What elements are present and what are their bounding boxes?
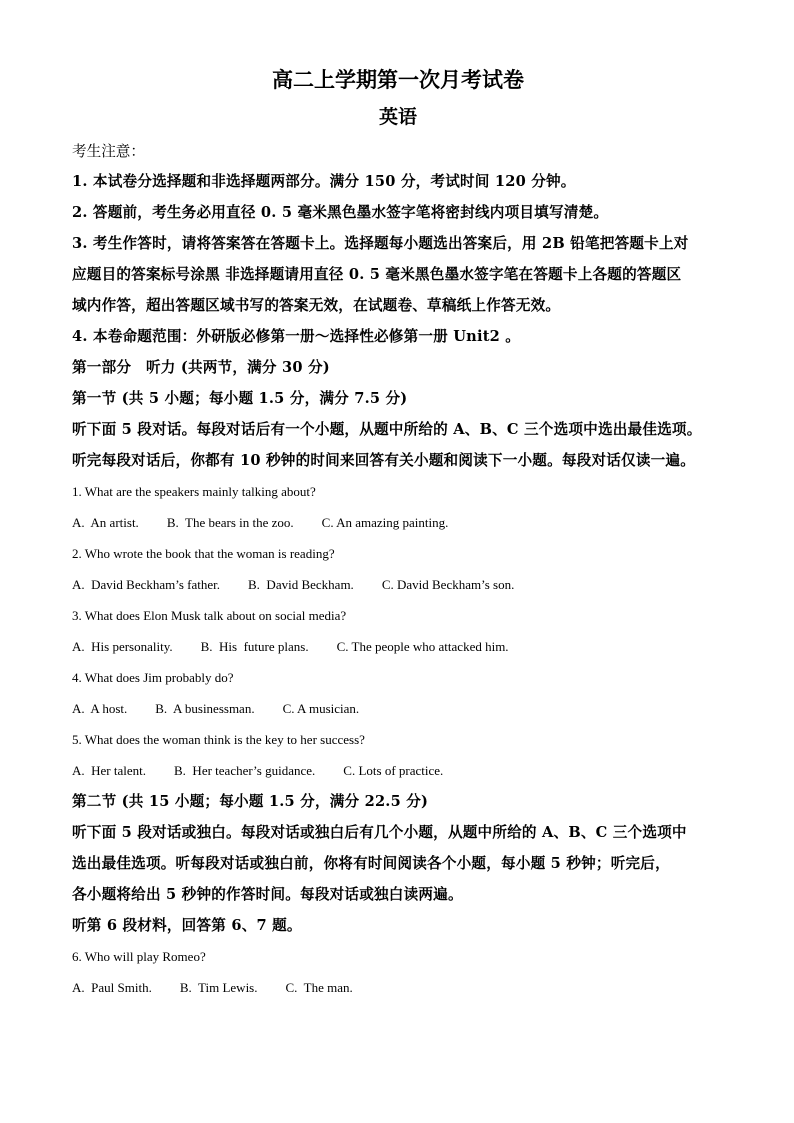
section2-instruction: 选出最佳选项。听每段对话或独白前，你将有时间阅读各个小题，每小题 5 秒钟；听完后， [72,855,670,872]
option-c: C. The man. [285,980,353,995]
option-b: B. Tim Lewis. [179,980,258,995]
question-block-5 [72,724,724,786]
section1-heading: 第一节 (共 5 小题；每小题 1.5 分，满分 7.5 分) [72,390,408,407]
option-a: A. An artist. [72,515,139,530]
option-c: C. Lots of practice. [343,763,444,778]
option-a: A. A host. [72,701,128,716]
option-c: C. A musician. [282,701,360,716]
question-block-6 [72,941,724,1003]
question-text: 3. What does Elon Musk talk about on social media? [72,608,347,623]
exam-page [72,64,724,1003]
notice-list [72,166,724,352]
question-options [72,569,724,600]
question-options [72,507,724,538]
notice-item: 1. 本试卷分选择题和非选择题两部分。满分 150 分，考试时间 120 分钟。 [72,173,576,190]
question-text: 6. Who will play Romeo? [72,949,206,964]
notice-label: 考生注意： [72,143,145,160]
option-a: A. His personality. [72,639,173,654]
option-b: B. David Beckham. [248,577,354,592]
notice-item: 域内作答，超出答题区域书写的答案无效，在试题卷、草稿纸上作答无效。 [72,297,561,314]
question-block-2 [72,538,724,600]
section2-heading: 第二节 (共 15 小题；每小题 1.5 分，满分 22.5 分) [72,793,429,810]
question-text: 2. Who wrote the book that the woman is reading? [72,546,335,561]
notice-item: 3. 考生作答时，请将答案答在答题卡上。选择题每小题选出答案后，用 2B 铅笔把答题卡上对 [72,235,689,252]
question-options [72,631,724,662]
question-block-4 [72,662,724,724]
section1-instruction: 听下面 5 段对话。每段对话后有一个小题，从题中所给的 A、B、C 三个选项中选出最佳选项。 [72,421,702,438]
option-a: A. Paul Smith. [72,980,152,995]
option-c: C. An amazing painting. [321,515,449,530]
exam-title: 高二上学期第一次月考试卷 [272,67,524,92]
question-block-1 [72,476,724,538]
section2-instruction: 各小题将给出 5 秒钟的作答时间。每段对话或独白读两遍。 [72,886,463,903]
material-note: 听第 6 段材料，回答第 6、7 题。 [72,917,302,934]
option-b: B. The bears in the zoo. [166,515,294,530]
option-c: C. The people who attacked him. [336,639,509,654]
notice-item: 2. 答题前，考生务必用直径 0. 5 毫米黑色墨水签字笔将密封线内项目填写清楚。 [72,204,609,221]
question-text: 4. What does Jim probably do? [72,670,234,685]
option-b: B. A businessman. [155,701,255,716]
question-options [72,693,724,724]
option-a: A. David Beckham’s father. [72,577,221,592]
question-options [72,755,724,786]
option-b: B. Her teacher’s guidance. [174,763,316,778]
notice-item: 应题目的答案标号涂黑 非选择题请用直径 0. 5 毫米黑色墨水签字笔在答题卡上各题的答题区 [72,266,682,283]
question-text: 5. What does the woman think is the key to her success? [72,732,365,747]
exam-subject: 英语 [378,106,417,128]
option-c: C. David Beckham’s son. [381,577,515,592]
question-text: 1. What are the speakers mainly talking about? [72,484,316,499]
notice-item: 4. 本卷命题范围：外研版必修第一册～选择性必修第一册 Unit2 。 [72,328,521,345]
question-options [72,972,724,1003]
section2-instruction: 听下面 5 段对话或独白。每段对话或独白后有几个小题，从题中所给的 A、B、C 三个选项中 [72,824,687,841]
section1-instruction: 听完每段对话后，你都有 10 秒钟的时间来回答有关小题和阅读下一小题。每段对话仅读一遍。 [72,452,696,469]
part1-heading: 第一部分 听力 (共两节，满分 30 分) [72,359,330,376]
option-b: B. His future plans. [200,639,309,654]
question-block-3 [72,600,724,662]
option-a: A. Her talent. [72,763,147,778]
